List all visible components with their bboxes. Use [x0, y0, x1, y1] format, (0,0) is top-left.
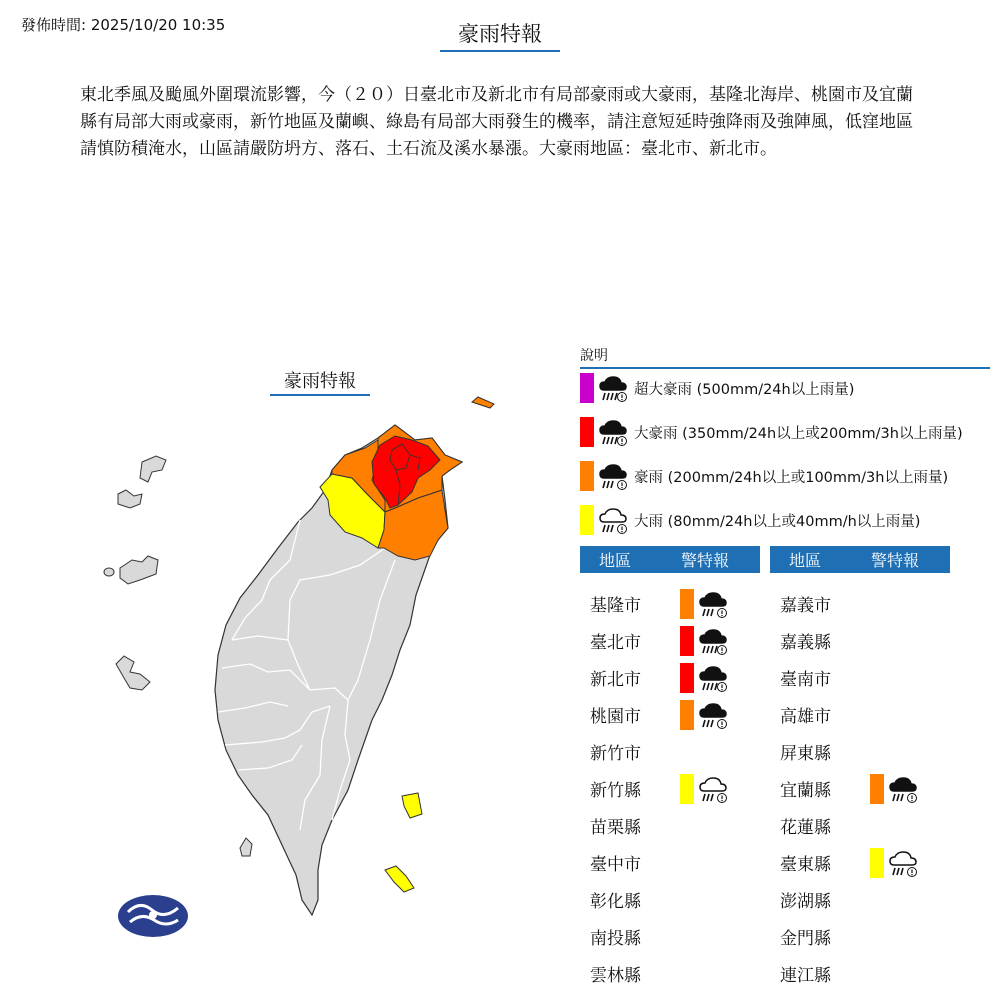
region-name: 新竹市 — [590, 744, 641, 764]
region-name: 連江縣 — [780, 966, 831, 986]
table-row — [580, 585, 728, 622]
region-name: 基隆市 — [590, 596, 641, 616]
legend-swatch — [580, 505, 594, 535]
legend-label: 豪雨 (200mm/24h以上或100mm/3h以上雨量) — [634, 469, 949, 486]
legend-item-torrential — [580, 417, 963, 447]
rain-cloud-heavy-icon — [698, 700, 728, 730]
rain-cloud-torrential-icon — [698, 663, 728, 693]
table-row — [580, 659, 728, 696]
rain-cloud-heavy-icon — [598, 461, 628, 491]
rain-cloud-outline-icon — [698, 774, 728, 804]
region-name: 雲林縣 — [590, 966, 641, 986]
region-name: 臺中市 — [590, 855, 641, 875]
legend-label: 超大豪雨 (500mm/24h以上雨量) — [634, 381, 855, 398]
table-row — [580, 881, 728, 918]
region-name: 花蓮縣 — [780, 818, 831, 838]
table-row — [770, 807, 918, 844]
region-name: 屏東縣 — [780, 744, 831, 764]
island-penghu-2 — [118, 490, 142, 508]
table-row — [580, 733, 728, 770]
page-title: 豪雨特報 — [440, 18, 560, 52]
rain-cloud-extreme-icon — [598, 373, 628, 403]
header-region: 地區 — [788, 551, 821, 570]
region-name: 金門縣 — [780, 929, 831, 949]
island-kinmen — [116, 656, 150, 690]
legend-item-extremely_heavy — [580, 461, 948, 491]
table-row — [770, 696, 918, 733]
warning-level-bar — [680, 774, 694, 804]
region-name: 高雄市 — [780, 707, 831, 727]
island-orchid — [385, 866, 414, 892]
table-row — [770, 955, 918, 992]
bulletin-text: 東北季風及颱風外圍環流影響，今（２０）日臺北市及新北市有局部豪雨或大豪雨，基隆北海岸、桃園市及宜蘭縣有局部大雨或豪雨，新竹地區及蘭嶼、綠島有局部大雨發生的機率，請注意短延時強降雨及強陣風，低窪地區請慎防積淹水，山區請嚴防坍方、落石、土石流及溪水暴漲。大豪雨地區：臺北市、新北市。 — [80, 85, 913, 159]
warning-level-bar — [680, 663, 694, 693]
rain-cloud-outline-icon — [598, 505, 628, 535]
region-name: 澎湖縣 — [780, 892, 831, 912]
table-row — [580, 955, 728, 992]
table-row — [580, 918, 728, 955]
table-row — [580, 807, 728, 844]
island-small-1 — [104, 568, 114, 576]
island-green — [402, 793, 422, 818]
rain-cloud-heavy-icon — [698, 589, 728, 619]
warning-level-bar — [680, 589, 694, 619]
region-name: 臺北市 — [590, 633, 641, 653]
table-row — [770, 881, 918, 918]
table-row — [770, 622, 918, 659]
rain-cloud-torrential-icon — [698, 626, 728, 656]
region-name: 新竹縣 — [590, 781, 641, 801]
legend-swatch — [580, 417, 594, 447]
table-row — [580, 844, 728, 881]
island-penghu-1 — [140, 456, 166, 482]
rain-cloud-outline-icon — [888, 848, 918, 878]
island-guishan — [472, 397, 494, 408]
table-row — [770, 844, 918, 881]
rain-cloud-torrential-icon — [598, 417, 628, 447]
legend-label: 大豪雨 (350mm/24h以上或200mm/3h以上雨量) — [634, 425, 963, 442]
region-name: 臺南市 — [780, 670, 831, 690]
region-table-right — [770, 585, 918, 992]
legend-item-heavy — [580, 505, 920, 535]
rain-cloud-heavy-icon — [888, 774, 918, 804]
table-row — [770, 918, 918, 955]
warning-level-bar — [870, 848, 884, 878]
table-row — [580, 696, 728, 733]
header-warning: 警特報 — [680, 551, 729, 570]
header-warning: 警特報 — [870, 551, 919, 570]
region-name: 桃園市 — [590, 707, 641, 727]
table-header-left — [580, 546, 760, 573]
island-matsu — [120, 556, 158, 584]
table-row — [580, 622, 728, 659]
region-name: 嘉義市 — [780, 596, 831, 616]
table-row — [770, 585, 918, 622]
region-name: 新北市 — [590, 670, 641, 690]
legend-swatch — [580, 461, 594, 491]
region-name: 南投縣 — [590, 929, 641, 949]
legend-title: 說明 — [580, 345, 990, 369]
table-row — [580, 770, 728, 807]
region-name: 嘉義縣 — [780, 633, 831, 653]
legend-swatch — [580, 373, 594, 403]
island-xiaoliuqiu — [240, 838, 252, 856]
region-name: 彰化縣 — [590, 892, 641, 912]
region-table-left — [580, 585, 728, 992]
taiwan-warning-map — [90, 390, 510, 950]
map-title: 豪雨特報 — [270, 367, 370, 396]
table-row — [770, 659, 918, 696]
warning-level-bar — [870, 774, 884, 804]
table-row — [770, 770, 918, 807]
table-header-right — [770, 546, 950, 573]
region-name: 臺東縣 — [780, 855, 831, 875]
legend-item-extreme — [580, 373, 854, 403]
table-row — [770, 733, 918, 770]
warning-level-bar — [680, 626, 694, 656]
legend-label: 大雨 (80mm/24h以上或40mm/h以上雨量) — [634, 513, 921, 530]
header-region: 地區 — [598, 551, 631, 570]
publish-time: 發佈時間: 2025/10/20 10:35 — [21, 16, 226, 34]
cwa-logo — [118, 895, 188, 937]
warning-level-bar — [680, 700, 694, 730]
region-name: 宜蘭縣 — [780, 781, 831, 801]
region-name: 苗栗縣 — [590, 818, 641, 838]
